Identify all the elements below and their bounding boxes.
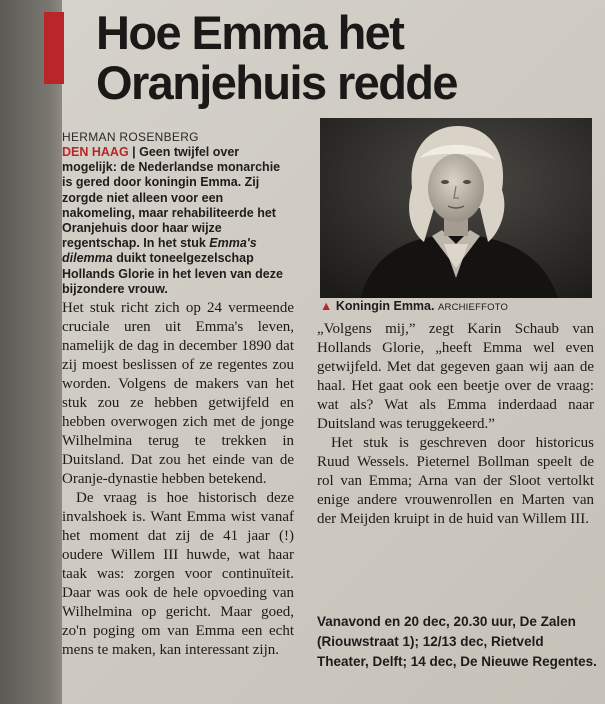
article-intro	[62, 145, 294, 297]
intro-text-2: duikt toneelgezelschap Hollands Glorie in het leven van deze bijzondere vrouw.	[62, 251, 283, 296]
caption-credit: ARCHIEFFOTO	[437, 302, 509, 313]
article-headline: Hoe Emma het Oranjehuis redde	[96, 6, 457, 109]
caption-name: Koningin Emma.	[335, 299, 435, 313]
dateline: DEN HAAG	[62, 145, 129, 159]
performance-info: Vanavond en 20 dec, 20.30 uur, De Zalen (Riouwstraat 1); 12/13 dec, Rietveld Theater, Delft; 14 dec, De Nieuwe Regentes.	[317, 614, 597, 669]
portrait-photo	[320, 118, 592, 298]
body-paragraph: „Volgens mij,” zegt Karin Schaub van Hollands Glorie, „heeft Emma wel even getwijfeld. Met dat gegeven gaan wij aan de haal. Het gaat ook een beetje over de vraag: wat als? Wat als Emma inderdaad naar Duitsland was teruggekeerd.”	[317, 321, 594, 432]
section-color-tab	[44, 12, 64, 84]
article-right-column	[317, 320, 594, 529]
newspaper-page	[62, 0, 605, 704]
play-title: Emma's dilemma	[62, 236, 257, 266]
caption-triangle-icon: ▲	[320, 299, 333, 313]
article-left-column	[62, 130, 294, 660]
dateline-separator: |	[128, 145, 140, 159]
portrait-image	[320, 118, 592, 298]
page-fold-margin	[0, 0, 62, 704]
body-paragraph: De vraag is hoe historisch deze invalshoek is. Want Emma wist vanaf het moment dat zij de 41 jaar (!) oudere Willem III huwde, wat haar taak was: zorgen voor continuïteit. Daar was ook de hele opvoeding van Wilhelmina op gericht. Maar goed, zo'n poging om van Emma een echt mens te maken, kan interessant zijn.	[62, 490, 294, 659]
body-paragraph: Het stuk richt zich op 24 vermeende cruciale uren uit Emma's leven, namelijk de dag in december 1890 dat zij moest beslissen of ze regentes zou worden. Volgens de makers van het stuk zou ze hebben getwijfeld en hebben overwogen zich met de jonge Wilhelmina terug te trekken in Duitsland. Dat zou het einde van de Oranje-dynastie hebben betekend.	[62, 300, 294, 488]
intro-text-1: Geen twijfel over mogelijk: de Nederlandse monarchie is gered door koningin Emma. Zij zorgde niet alleen voor een nakomeling, maar rehabiliteerde het Oranjehuis door haar wijze regentschap. In het stuk	[62, 145, 281, 251]
body-paragraph: Het stuk is geschreven door historicus Ruud Wessels. Pieternel Bollman speelt de rol van Emma; Arna van der Sloot vertolkt enige andere vrouwenrollen en Marten van der Meijden kruipt in de huid van Willem III.	[317, 435, 594, 527]
author-byline: HERMAN ROSENBERG	[62, 130, 199, 144]
photo-caption	[320, 299, 600, 315]
